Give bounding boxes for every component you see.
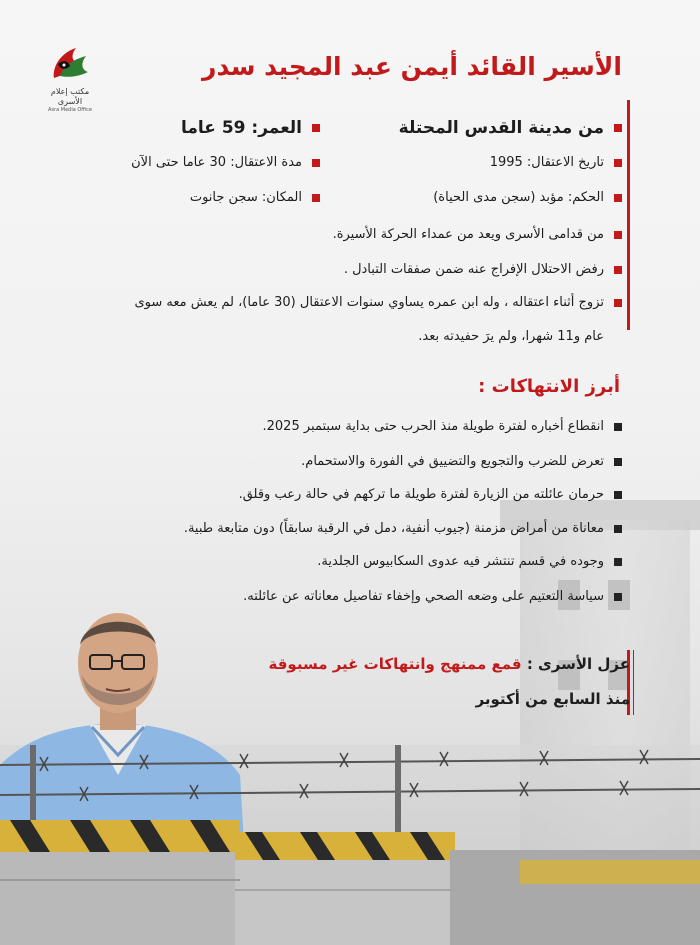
sentence-item: الحكم: مؤبد (سجن مدى الحياة): [433, 190, 622, 205]
logo-name-english: Asra Media Office: [48, 107, 92, 113]
violation-item: انقطاع أخباره لفترة طويلة منذ الحرب حتى بداية سبتمبر 2025.: [262, 419, 622, 434]
violation-item: حرمان عائلته من الزيارة لفترة طويلة ما تركهم في حالة رعب وقلق.: [239, 487, 622, 502]
page-title: الأسير القائد أيمن عبد المجيد سدر: [202, 52, 622, 81]
violations-heading: أبرز الانتهاكات :: [478, 376, 620, 397]
note-veteran: من قدامى الأسرى ويعد من عمداء الحركة الأسيرة.: [333, 227, 622, 242]
isolation-line: [269, 655, 631, 673]
violation-item: سياسة التعتيم على وضعه الصحي وإخفاء تفاصيل معاناته عن عائلته.: [243, 589, 622, 604]
bird-emblem-icon: [46, 42, 94, 86]
title-accent-line: [627, 100, 630, 330]
note-exchange: رفض الاحتلال الإفراج عنه ضمن صفقات التبادل .: [344, 262, 622, 277]
concrete-barriers: [0, 810, 700, 945]
isolation-label: عزل الأسرى :: [526, 655, 630, 673]
note-marriage-continued: عام و11 شهرا، ولم يرَ حفيدته بعد.: [418, 329, 604, 344]
violation-item: تعرض للضرب والتجويع والتضييق في الفورة والاستحمام.: [301, 454, 622, 469]
arrest-date-item: تاريخ الاعتقال: 1995: [490, 155, 622, 170]
isolation-since: منذ السابع من أكتوبر: [475, 690, 630, 708]
isolation-highlight: قمع ممنهج وانتهاكات غير مسبوقة: [268, 655, 522, 673]
location-item: المكان: سجن جانوت: [190, 190, 320, 205]
detention-period-item: مدة الاعتقال: 30 عاما حتى الآن: [131, 155, 320, 170]
organization-logo: [40, 42, 100, 114]
violation-item: وجوده في قسم تنتشر فيه عدوى السكابيوس الجلدية.: [317, 554, 622, 569]
note-marriage: تزوج أثناء اعتقاله ، وله ابن عمره يساوي سنوات الاعتقال (30 عاما)، لم يعش معه سوى: [134, 295, 622, 310]
city-item: من مدينة القدس المحتلة: [399, 118, 622, 138]
logo-name-arabic: مكتب إعلام الأسرى: [50, 87, 90, 106]
violation-item: معاناة من أمراض مزمنة (جيوب أنفية، دمل في الرقبة سابقاً) دون متابعة طبية.: [184, 521, 622, 536]
age-item: العمر: 59 عاما: [181, 118, 320, 138]
isolation-accent-bar-thin: [633, 650, 634, 715]
